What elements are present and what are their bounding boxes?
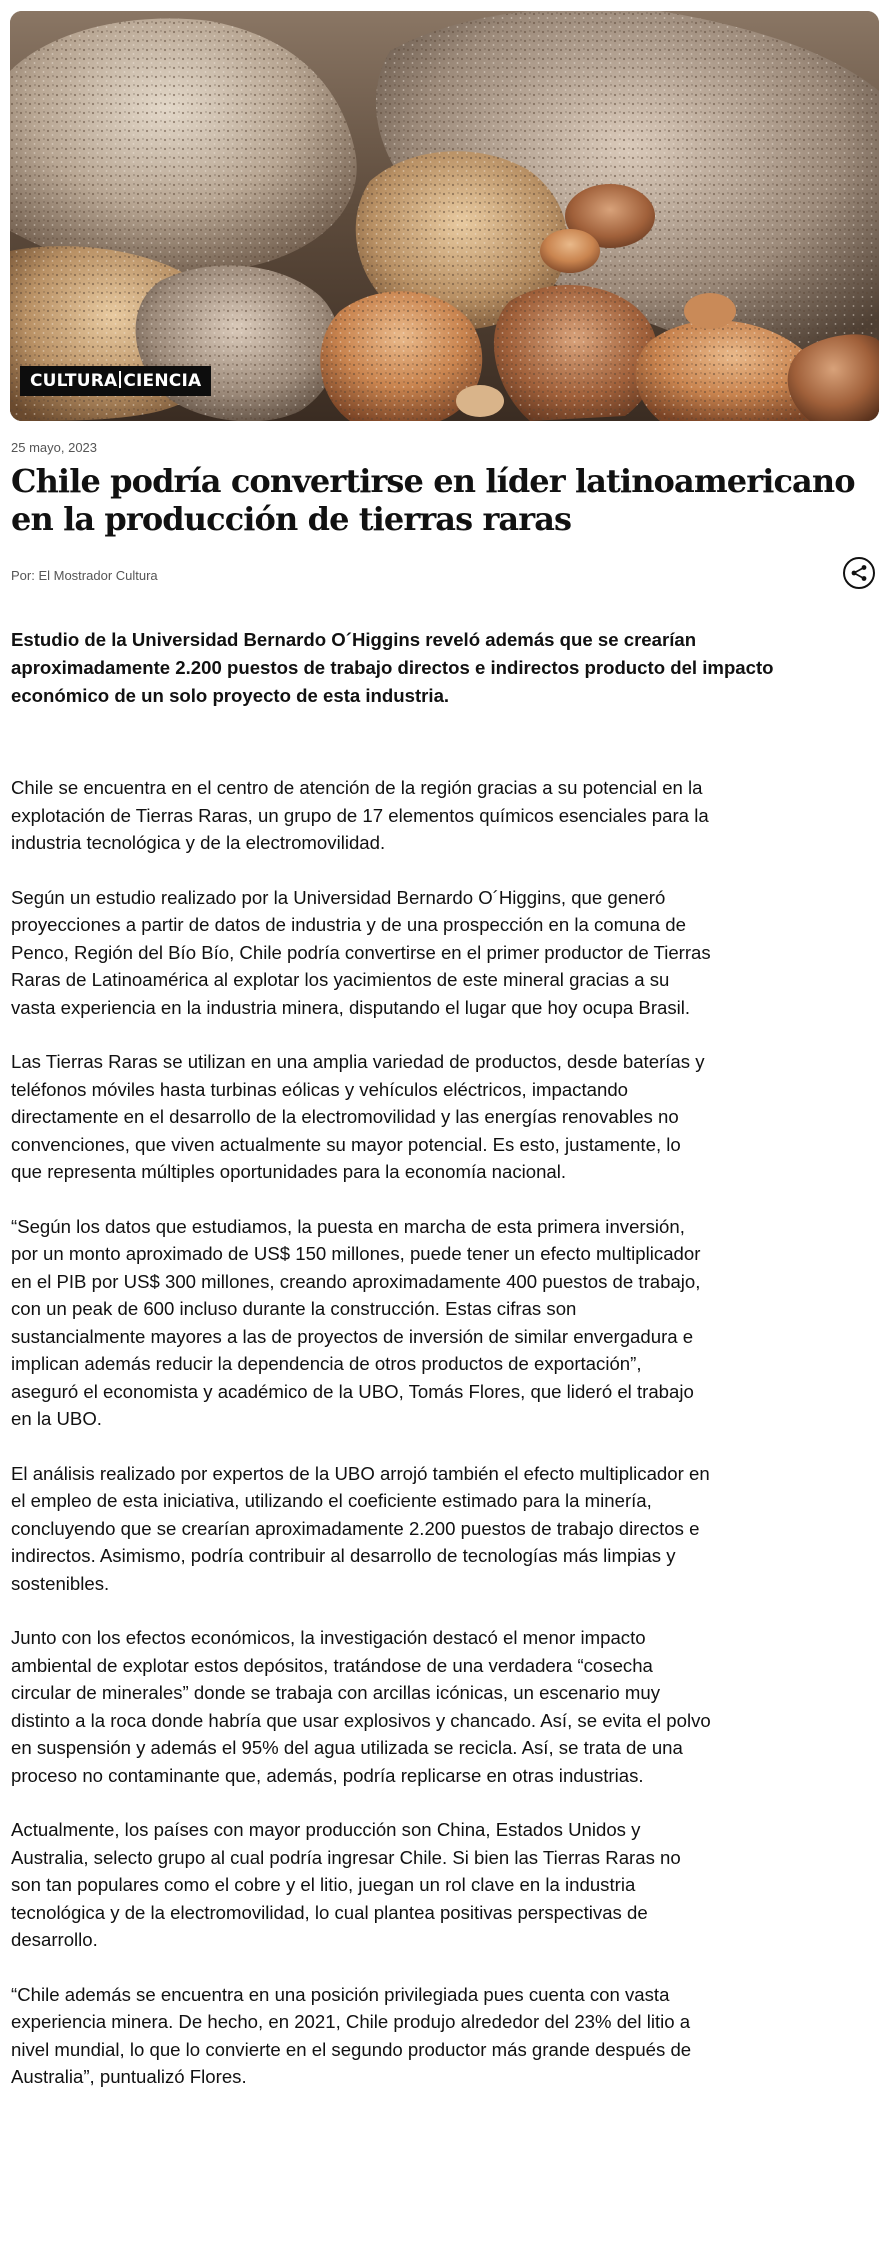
- article-paragraph: El análisis realizado por expertos de la UBO arrojó también el efecto multiplicador en el empleo de esta iniciativa, utilizando el coeficiente estimado para la minería, concluyendo que se crearían aproximadamente 2.200 puestos de trabajo directos e indirectos. Asimismo, podría contribuir al desarrollo de tecnologías más limpias y sostenibles.: [11, 1462, 710, 1594]
- article-paragraph: “Según los datos que estudiamos, la puesta en marcha de esta primera inversión, por un monto aproximado de US$ 150 millones, puede tener un efecto multiplicador en el PIB por US$ 300 millones, creando aproximadamente 400 puestos de trabajo, con un peak de 600 incluso durante la construcción. Estas cifras son sustancialmente mayores a las de proyectos de inversión de similar envergadura e implican además reducir la dependencia de otros productos de exportación”, aseguró el economista y académico de la UBO, Tomás Flores, que lideró el trabajo en la UBO.: [11, 1215, 701, 1429]
- category-separator: [119, 371, 121, 388]
- category-tag-cultura[interactable]: CULTURA: [30, 371, 118, 391]
- share-button[interactable]: [843, 557, 875, 589]
- article-paragraph: Chile se encuentra en el centro de atención de la región gracias a su potencial en la explotación de Tierras Raras, un grupo de 17 elementos químicos esenciales para la industria tecnológica y de la electromovilidad.: [11, 777, 709, 853]
- article-title: Chile podría convertirse en líder latinoamericano en la producción de tierras raras: [11, 462, 855, 538]
- article-body: [11, 774, 711, 2118]
- article-author[interactable]: Por: El Mostrador Cultura: [11, 568, 158, 583]
- category-tag-ciencia[interactable]: CIENCIA: [123, 371, 202, 391]
- category-tag[interactable]: [20, 366, 211, 396]
- article-lead: Estudio de la Universidad Bernardo O´Higgins reveló además que se crearían aproximadamente 2.200 puestos de trabajo directos e indirectos producto del impacto económico de un solo proyecto de esta industria.: [11, 629, 774, 706]
- article-paragraph: “Chile además se encuentra en una posición privilegiada pues cuenta con vasta experiencia minera. De hecho, en 2021, Chile produjo alrededor del 23% del litio a nivel mundial, lo que lo convierte en el segundo productor más grande después de Australia”, puntualizó Flores.: [11, 1983, 692, 2087]
- article-paragraph: Actualmente, los países con mayor producción son China, Estados Unidos y Australia, selecto grupo al cual podría ingresar Chile. Si bien las Tierras Raras no son tan populares como el cobre y el litio, juegan un rol clave en la industria tecnológica y de la electromovilidad, lo cual plantea positivas perspectivas de desarrollo.: [11, 1819, 681, 1950]
- hero-image: [10, 11, 879, 421]
- article-paragraph: Según un estudio realizado por la Universidad Bernardo O´Higgins, que generó proyecciones a partir de datos de industria y de una prospección en la comuna de Penco, Región del Bío Bío, Chile podría convertirse en el primer productor de Tierras Raras de Latinoamérica al explotar los yacimientos de este mineral gracias a su vasta experiencia en la industria minera, disputando el lugar que hoy ocupa Brasil.: [11, 886, 711, 1018]
- article-paragraph: Las Tierras Raras se utilizan en una amplia variedad de productos, desde baterías y teléfonos móviles hasta turbinas eólicas y vehículos eléctricos, impactando directamente en el desarrollo de la electromovilidad y las energías renovables no convenciones, que viven actualmente su mayor potencial. Es esto, justamente, lo que representa múltiples oportunidades para la economía nacional.: [11, 1051, 705, 1182]
- article-date: 25 mayo, 2023: [11, 440, 98, 455]
- article-paragraph: Junto con los efectos económicos, la investigación destacó el menor impacto ambiental de explotar estos depósitos, tratándose de una verdadera “cosecha circular de minerales” donde se trabaja con arcillas icónicas, un escenario muy distinto a la roca donde habría que usar explosivos y chancado. Así, se evita el polvo en suspensión y además el 95% del agua utilizada se recicla. Así, se trata de una proceso no contaminante que, además, podría replicarse en otras industrias.: [11, 1627, 711, 1786]
- rocks-photo: [10, 11, 879, 421]
- share-icon: [850, 564, 868, 582]
